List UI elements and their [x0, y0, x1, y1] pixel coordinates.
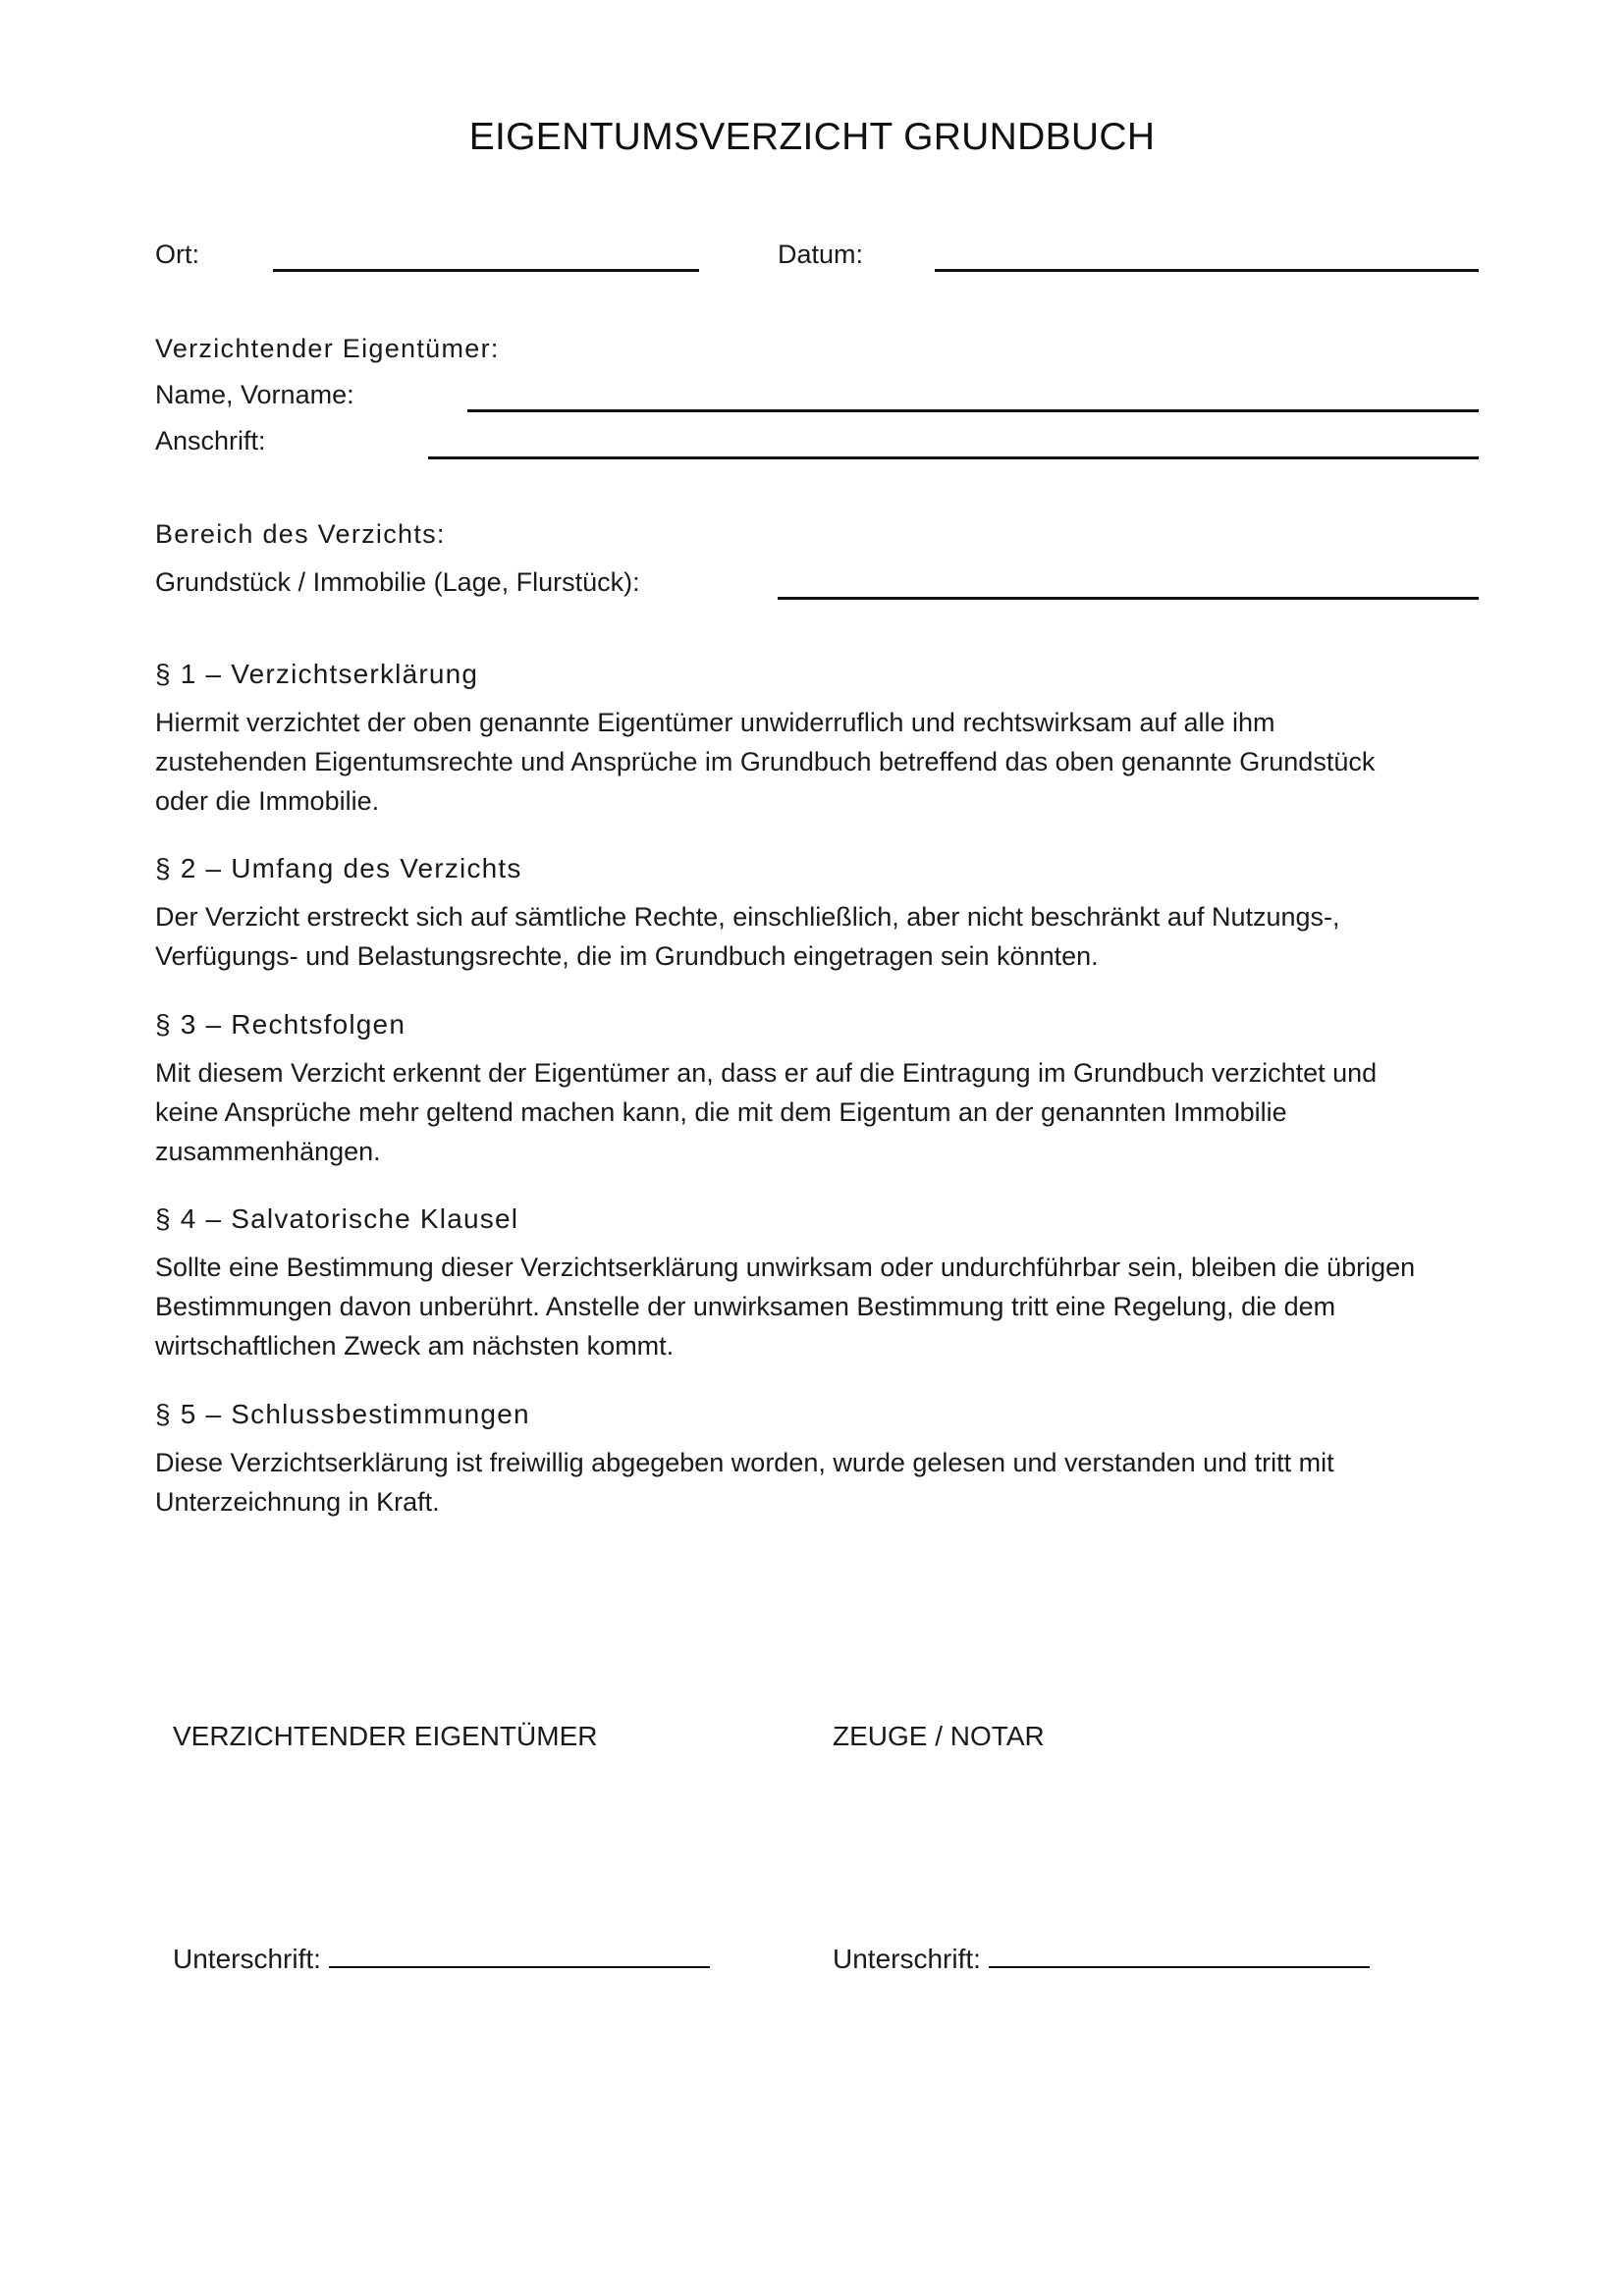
section-5-heading: § 5 – Schlussbestimmungen	[155, 1399, 530, 1429]
signature-heading-witness: ZEUGE / NOTAR	[833, 1721, 1045, 1751]
ort-field[interactable]	[273, 269, 699, 272]
section-3-line-3: zusammenhängen.	[155, 1137, 381, 1166]
section-2-body	[155, 897, 1490, 976]
signature-witness-field[interactable]	[989, 1941, 1370, 1968]
address-field[interactable]	[428, 456, 1479, 459]
signature-owner	[173, 1941, 710, 1976]
section-2-line-1: Der Verzicht erstreckt sich auf sämtliche Rechte, einschließlich, aber nicht beschränkt auf Nutzungs-,	[155, 902, 1340, 932]
section-3-line-1: Mit diesem Verzicht erkennt der Eigentümer an, dass er auf die Eintragung im Grundbuch verzichtet und	[155, 1058, 1378, 1088]
datum-field[interactable]	[935, 269, 1479, 272]
section-3-heading: § 3 – Rechtsfolgen	[155, 1009, 406, 1040]
signature-owner-label: Unterschrift:	[173, 1944, 321, 1974]
section-5-body	[155, 1443, 1490, 1522]
section-1-heading: § 1 – Verzichtserklärung	[155, 659, 479, 689]
section-5-line-1: Diese Verzichtserklärung ist freiwillig abgegeben worden, wurde gelesen und verstanden und tritt mit	[155, 1448, 1334, 1477]
section-1-body	[155, 703, 1490, 821]
section-3-line-2: keine Ansprüche mehr geltend machen kann, die mit dem Eigentum an der genannten Immobilie	[155, 1097, 1287, 1127]
property-label: Grundstück / Immobilie (Lage, Flurstück):	[155, 567, 640, 597]
section-2-heading: § 2 – Umfang des Verzichts	[155, 853, 522, 883]
section-4-line-2: Bestimmungen davon unberührt. Anstelle der unwirksamen Bestimmung tritt eine Regelung, die dem	[155, 1292, 1336, 1321]
section-2-line-2: Verfügungs- und Belastungsrechte, die im Grundbuch eingetragen sein könnten.	[155, 941, 1099, 971]
name-label: Name, Vorname:	[155, 380, 354, 409]
property-field[interactable]	[778, 597, 1479, 600]
section-3-body	[155, 1053, 1490, 1171]
section-1-line-3: oder die Immobilie.	[155, 786, 380, 816]
section-1-line-2: zustehenden Eigentumsrechte und Ansprüche im Grundbuch betreffend das oben genannte Grundstück	[155, 747, 1376, 776]
owner-heading: Verzichtender Eigentümer:	[155, 334, 500, 363]
datum-label: Datum:	[778, 240, 864, 269]
signature-witness	[833, 1941, 1370, 1976]
signature-heading-owner: VERZICHTENDER EIGENTÜMER	[173, 1721, 598, 1751]
section-4-line-3: wirtschaftlichen Zweck am nächsten kommt.	[155, 1331, 675, 1361]
scope-heading: Bereich des Verzichts:	[155, 519, 446, 549]
section-4-line-1: Sollte eine Bestimmung dieser Verzichtserklärung unwirksam oder undurchführbar sein, bleiben die übrigen	[155, 1253, 1416, 1282]
document-title: EIGENTUMSVERZICHT GRUNDBUCH	[468, 116, 1156, 158]
section-4-body	[155, 1248, 1490, 1365]
address-label: Anschrift:	[155, 426, 266, 455]
signature-owner-field[interactable]	[329, 1941, 710, 1968]
signature-witness-label: Unterschrift:	[833, 1944, 981, 1974]
section-4-heading: § 4 – Salvatorische Klausel	[155, 1203, 519, 1234]
name-field[interactable]	[467, 409, 1479, 412]
section-5-line-2: Unterzeichnung in Kraft.	[155, 1487, 440, 1517]
ort-label: Ort:	[155, 240, 199, 269]
section-1-line-1: Hiermit verzichtet der oben genannte Eigentümer unwiderruflich und rechtswirksam auf alle ihm	[155, 708, 1275, 737]
